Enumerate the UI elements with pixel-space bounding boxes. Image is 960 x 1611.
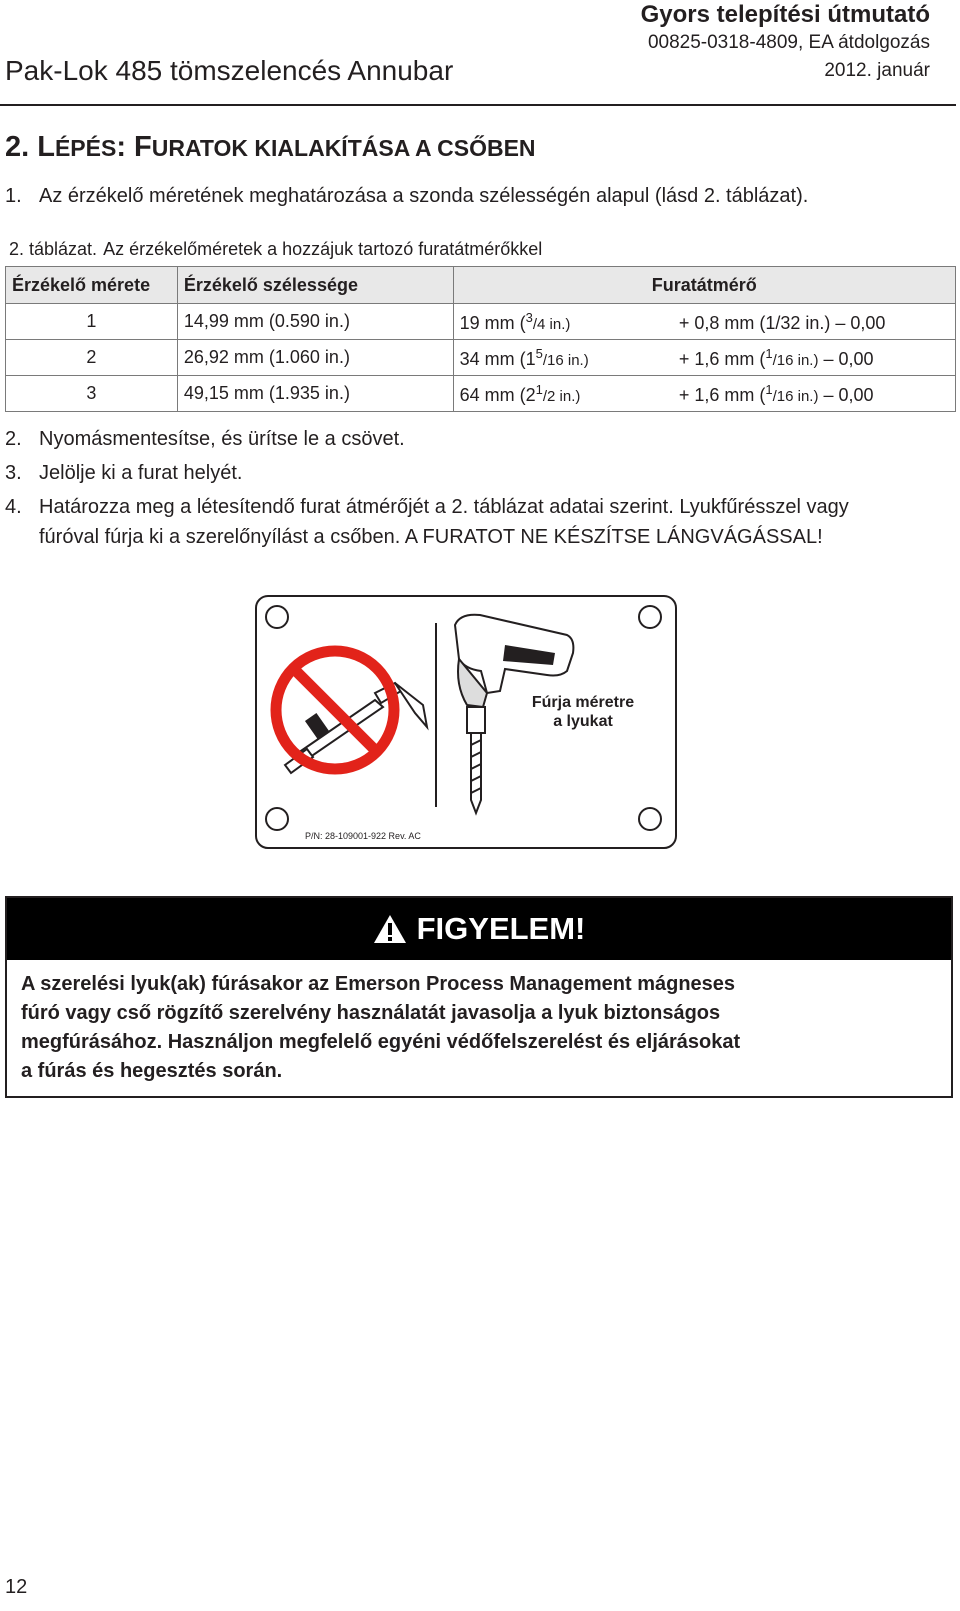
cell-sensor-width: 49,15 mm (1.935 in.) <box>177 376 453 412</box>
caption-label: 2. táblázat. <box>9 239 98 259</box>
figure-label-line2: a lyukat <box>553 713 613 730</box>
drilling-label-figure <box>255 595 677 849</box>
cell-sensor-width: 14,99 mm (0.590 in.) <box>177 304 453 340</box>
caption-text: Az érzékelőméretek a hozzájuk tartozó furatátmérőkkel <box>103 239 543 259</box>
instruction-4 <box>5 492 849 522</box>
instruction-text: Jelölje ki a furat helyét. <box>39 462 243 484</box>
document-date: 2012. január <box>824 60 930 81</box>
warning-line: megfúrásához. Használjon megfelelő egyéni védőfelszerelést és eljárásokat <box>21 1031 741 1053</box>
diameter-main: 64 mm (2 <box>459 384 536 405</box>
guide-title: Gyors telepítési útmutató <box>640 1 930 28</box>
diameter-sup: 3 <box>525 309 533 325</box>
sensor-size-table <box>5 266 956 412</box>
instruction-1 <box>5 181 808 211</box>
instruction-3 <box>5 458 242 488</box>
col-header-sensor-width: Érzékelő szélessége <box>177 267 453 304</box>
warning-text <box>7 960 951 1096</box>
heading-part: 2. L <box>5 131 55 163</box>
document-number: 00825-0318-4809, EA átdolgozás <box>647 32 930 53</box>
warning-line: A szerelési lyuk(ak) fúrásakor az Emerson Process Management mágneses <box>21 973 736 995</box>
mounting-hole-icon <box>639 606 661 628</box>
diameter-frac: /16 in.) <box>542 351 589 369</box>
heading-part: : F <box>116 131 152 163</box>
instruction-text: Határozza meg a létesítendő furat átmérőjét a 2. táblázat adatai szerint. Lyukfűrésszel vagy <box>39 496 849 518</box>
diameter-sup: 5 <box>535 345 543 361</box>
tolerance-frac: /16 in.) <box>772 351 819 369</box>
tolerance-sup: 1 <box>765 345 773 361</box>
warning-line: fúró vagy cső rögzítő szerelvény használatát javasolja a lyuk biztonságos <box>21 1002 721 1024</box>
diameter-frac: /2 in.) <box>542 387 581 405</box>
table-caption <box>5 238 542 260</box>
warning-line: a fúrás és hegesztés során. <box>21 1060 283 1082</box>
instruction-2 <box>5 424 405 454</box>
list-number: 3. <box>5 462 22 484</box>
table-row <box>6 340 956 376</box>
table-row <box>6 304 956 340</box>
cell-tolerance <box>673 304 956 340</box>
instruction-text: Nyomásmentesítse, és ürítse le a csövet. <box>39 428 405 450</box>
list-number: 1. <box>5 185 22 207</box>
instruction-4-continued: fúróval fúrja ki a szerelőnyílást a csőben. A FURATOT NE KÉSZÍTSE LÁNGVÁGÁSSAL! <box>39 526 823 548</box>
heading-part: ÉPÉS <box>54 135 117 161</box>
tolerance-post: – 0,00 <box>818 384 874 405</box>
part-number: P/N: 28-109001-922 Rev. AC <box>305 831 421 841</box>
tolerance-sup: 1 <box>765 381 773 397</box>
instruction-text: Az érzékelő méretének meghatározása a szonda szélességén alapul (lásd 2. táblázat). <box>39 185 809 207</box>
cell-sensor-width: 26,92 mm (1.060 in.) <box>177 340 453 376</box>
warning-title: FIGYELEM! <box>416 911 586 946</box>
cell-hole-diameter <box>453 340 673 376</box>
tolerance-post: – 0,00 <box>818 348 874 369</box>
heading-part: URATOK KIALAKÍTÁSA A CSŐBEN <box>151 135 536 161</box>
page-number: 12 <box>5 1576 28 1598</box>
diameter-sup: 1 <box>535 381 543 397</box>
tolerance-post: – 0,00 <box>830 312 886 333</box>
warning-triangle-icon <box>373 914 407 944</box>
tolerance-pre: + 1,6 mm ( <box>678 348 766 369</box>
header-divider <box>0 104 956 106</box>
cell-hole-diameter <box>453 304 673 340</box>
diameter-main: 19 mm ( <box>459 312 526 333</box>
cell-sensor-size: 1 <box>6 304 178 340</box>
table-row <box>6 376 956 412</box>
cell-tolerance <box>673 340 956 376</box>
tolerance-pre: + 1,6 mm ( <box>678 384 766 405</box>
document-header-info <box>641 0 930 85</box>
cell-hole-diameter <box>453 376 673 412</box>
diameter-main: 34 mm (1 <box>459 348 536 369</box>
figure-label-line1: Fúrja méretre <box>531 694 635 711</box>
mounting-hole-icon <box>266 808 288 830</box>
tolerance-frac: /16 in.) <box>772 387 819 405</box>
tolerance-pre: + 0,8 mm (1/32 in.) <box>678 312 831 333</box>
list-number: 4. <box>5 496 22 518</box>
step-heading <box>5 130 536 165</box>
col-header-sensor-size: Érzékelő mérete <box>6 267 178 304</box>
col-header-hole-diameter: Furatátmérő <box>453 267 955 304</box>
diameter-frac: /4 in.) <box>532 315 571 333</box>
cell-sensor-size: 2 <box>6 340 178 376</box>
cell-tolerance <box>673 376 956 412</box>
product-name: Pak-Lok 485 tömszelencés Annubar <box>5 55 454 86</box>
mounting-hole-icon <box>639 808 661 830</box>
warning-header <box>7 898 951 960</box>
mounting-hole-icon <box>266 606 288 628</box>
cell-sensor-size: 3 <box>6 376 178 412</box>
warning-box <box>5 896 953 1098</box>
table-header-row <box>6 267 956 304</box>
list-number: 2. <box>5 428 22 450</box>
